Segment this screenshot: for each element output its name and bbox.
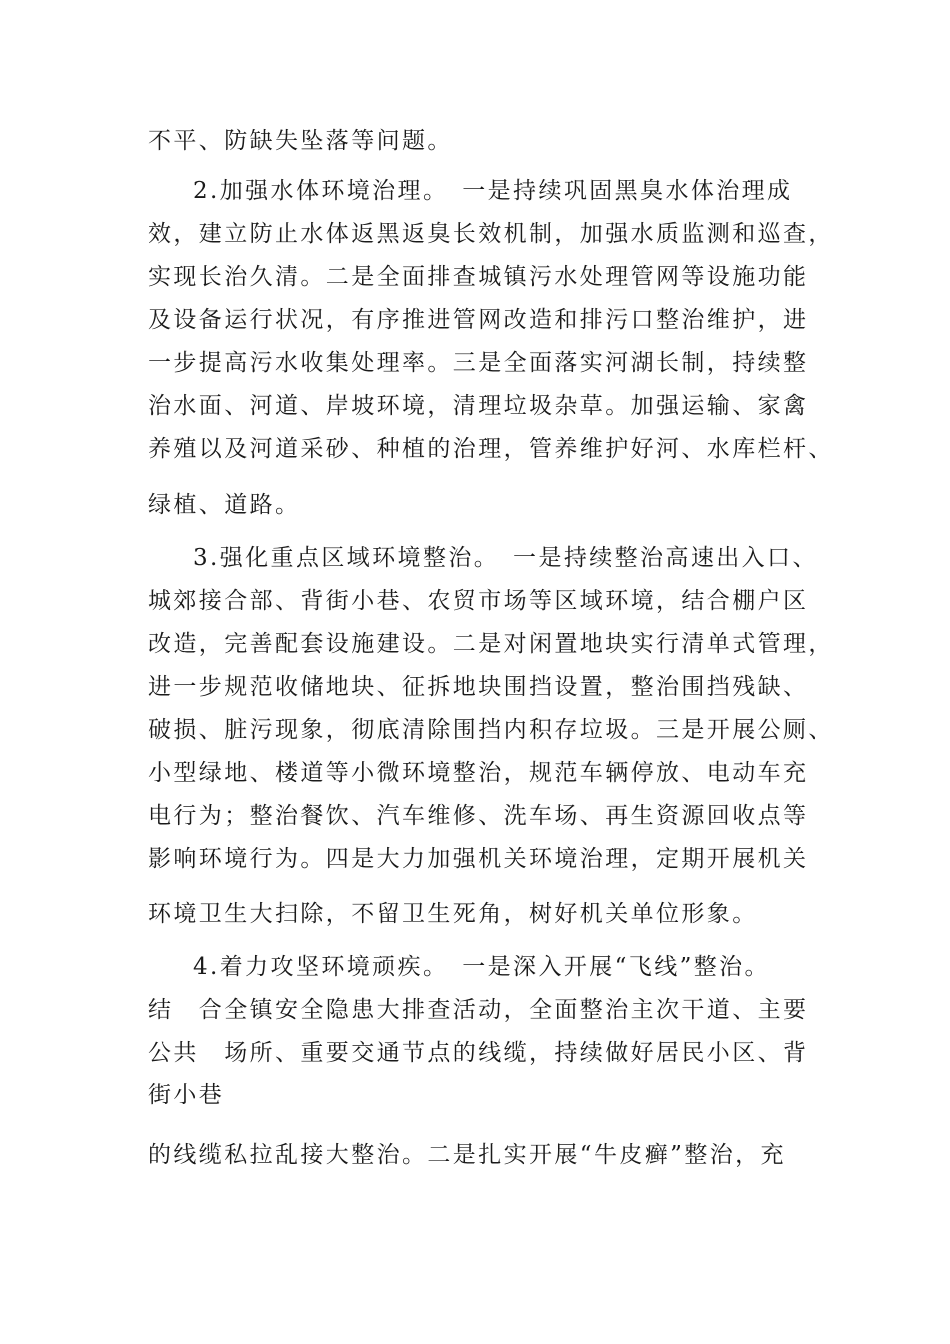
text-line: 城郊接合部、背街小巷、农贸市场等区域环境，结合棚户区 bbox=[148, 588, 809, 614]
text-line: 街小巷 bbox=[148, 1082, 225, 1108]
text-line: 及设备运行状况，有序推进管网改造和排污口整治维护，进 bbox=[148, 307, 809, 333]
section-heading-line: 4.着力攻坚环境顽疾。 一是深入开展“飞线”整治。 bbox=[193, 954, 770, 980]
text-line: 破损、脏污现象，彻底清除围挡内积存垃圾。三是开展公厕、 bbox=[148, 717, 834, 743]
text-line: 治水面、河道、岸坡环境，清理垃圾杂草。加强运输、家禽 bbox=[148, 393, 809, 419]
text-line: 不平、防缺失坠落等问题。 bbox=[148, 128, 453, 154]
text-line: 效，建立防止水体返黑返臭长效机制，加强水质监测和巡查， bbox=[148, 221, 834, 247]
section-heading-line: 2.加强水体环境治理。 一是持续巩固黑臭水体治理成 bbox=[193, 178, 793, 204]
text-line: 结 合全镇安全隐患大排查活动，全面整治主次干道、主要 bbox=[148, 997, 809, 1023]
text-line: 改造，完善配套设施建设。二是对闲置地块实行清单式管理， bbox=[148, 631, 834, 657]
text-line: 电行为；整治餐饮、汽车维修、洗车场、再生资源回收点等 bbox=[148, 803, 809, 829]
section-heading-line: 3.强化重点区域环境整治。 一是持续整治高速出入口、 bbox=[193, 545, 818, 571]
text-line: 绿植、道路。 bbox=[148, 492, 301, 518]
text-line: 环境卫生大扫除，不留卫生死角，树好机关单位形象。 bbox=[148, 901, 758, 927]
text-line: 小型绿地、楼道等小微环境整治，规范车辆停放、电动车充 bbox=[148, 760, 809, 786]
text-line: 影响环境行为。四是大力加强机关环境治理，定期开展机关 bbox=[148, 846, 809, 872]
text-line: 公共 场所、重要交通节点的线缆，持续做好居民小区、背 bbox=[148, 1040, 809, 1066]
text-line: 实现长治久清。二是全面排查城镇污水处理管网等设施功能 bbox=[148, 264, 809, 290]
text-line: 的线缆私拉乱接大整治。二是扎实开展“牛皮癣”整治，充 bbox=[148, 1142, 786, 1168]
text-line: 进一步规范收储地块、征拆地块围挡设置，整治围挡残缺、 bbox=[148, 674, 809, 700]
text-line: 养殖以及河道采砂、种植的治理，管养维护好河、水库栏杆、 bbox=[148, 436, 834, 462]
text-line: 一步提高污水收集处理率。三是全面落实河湖长制，持续整 bbox=[148, 350, 809, 376]
